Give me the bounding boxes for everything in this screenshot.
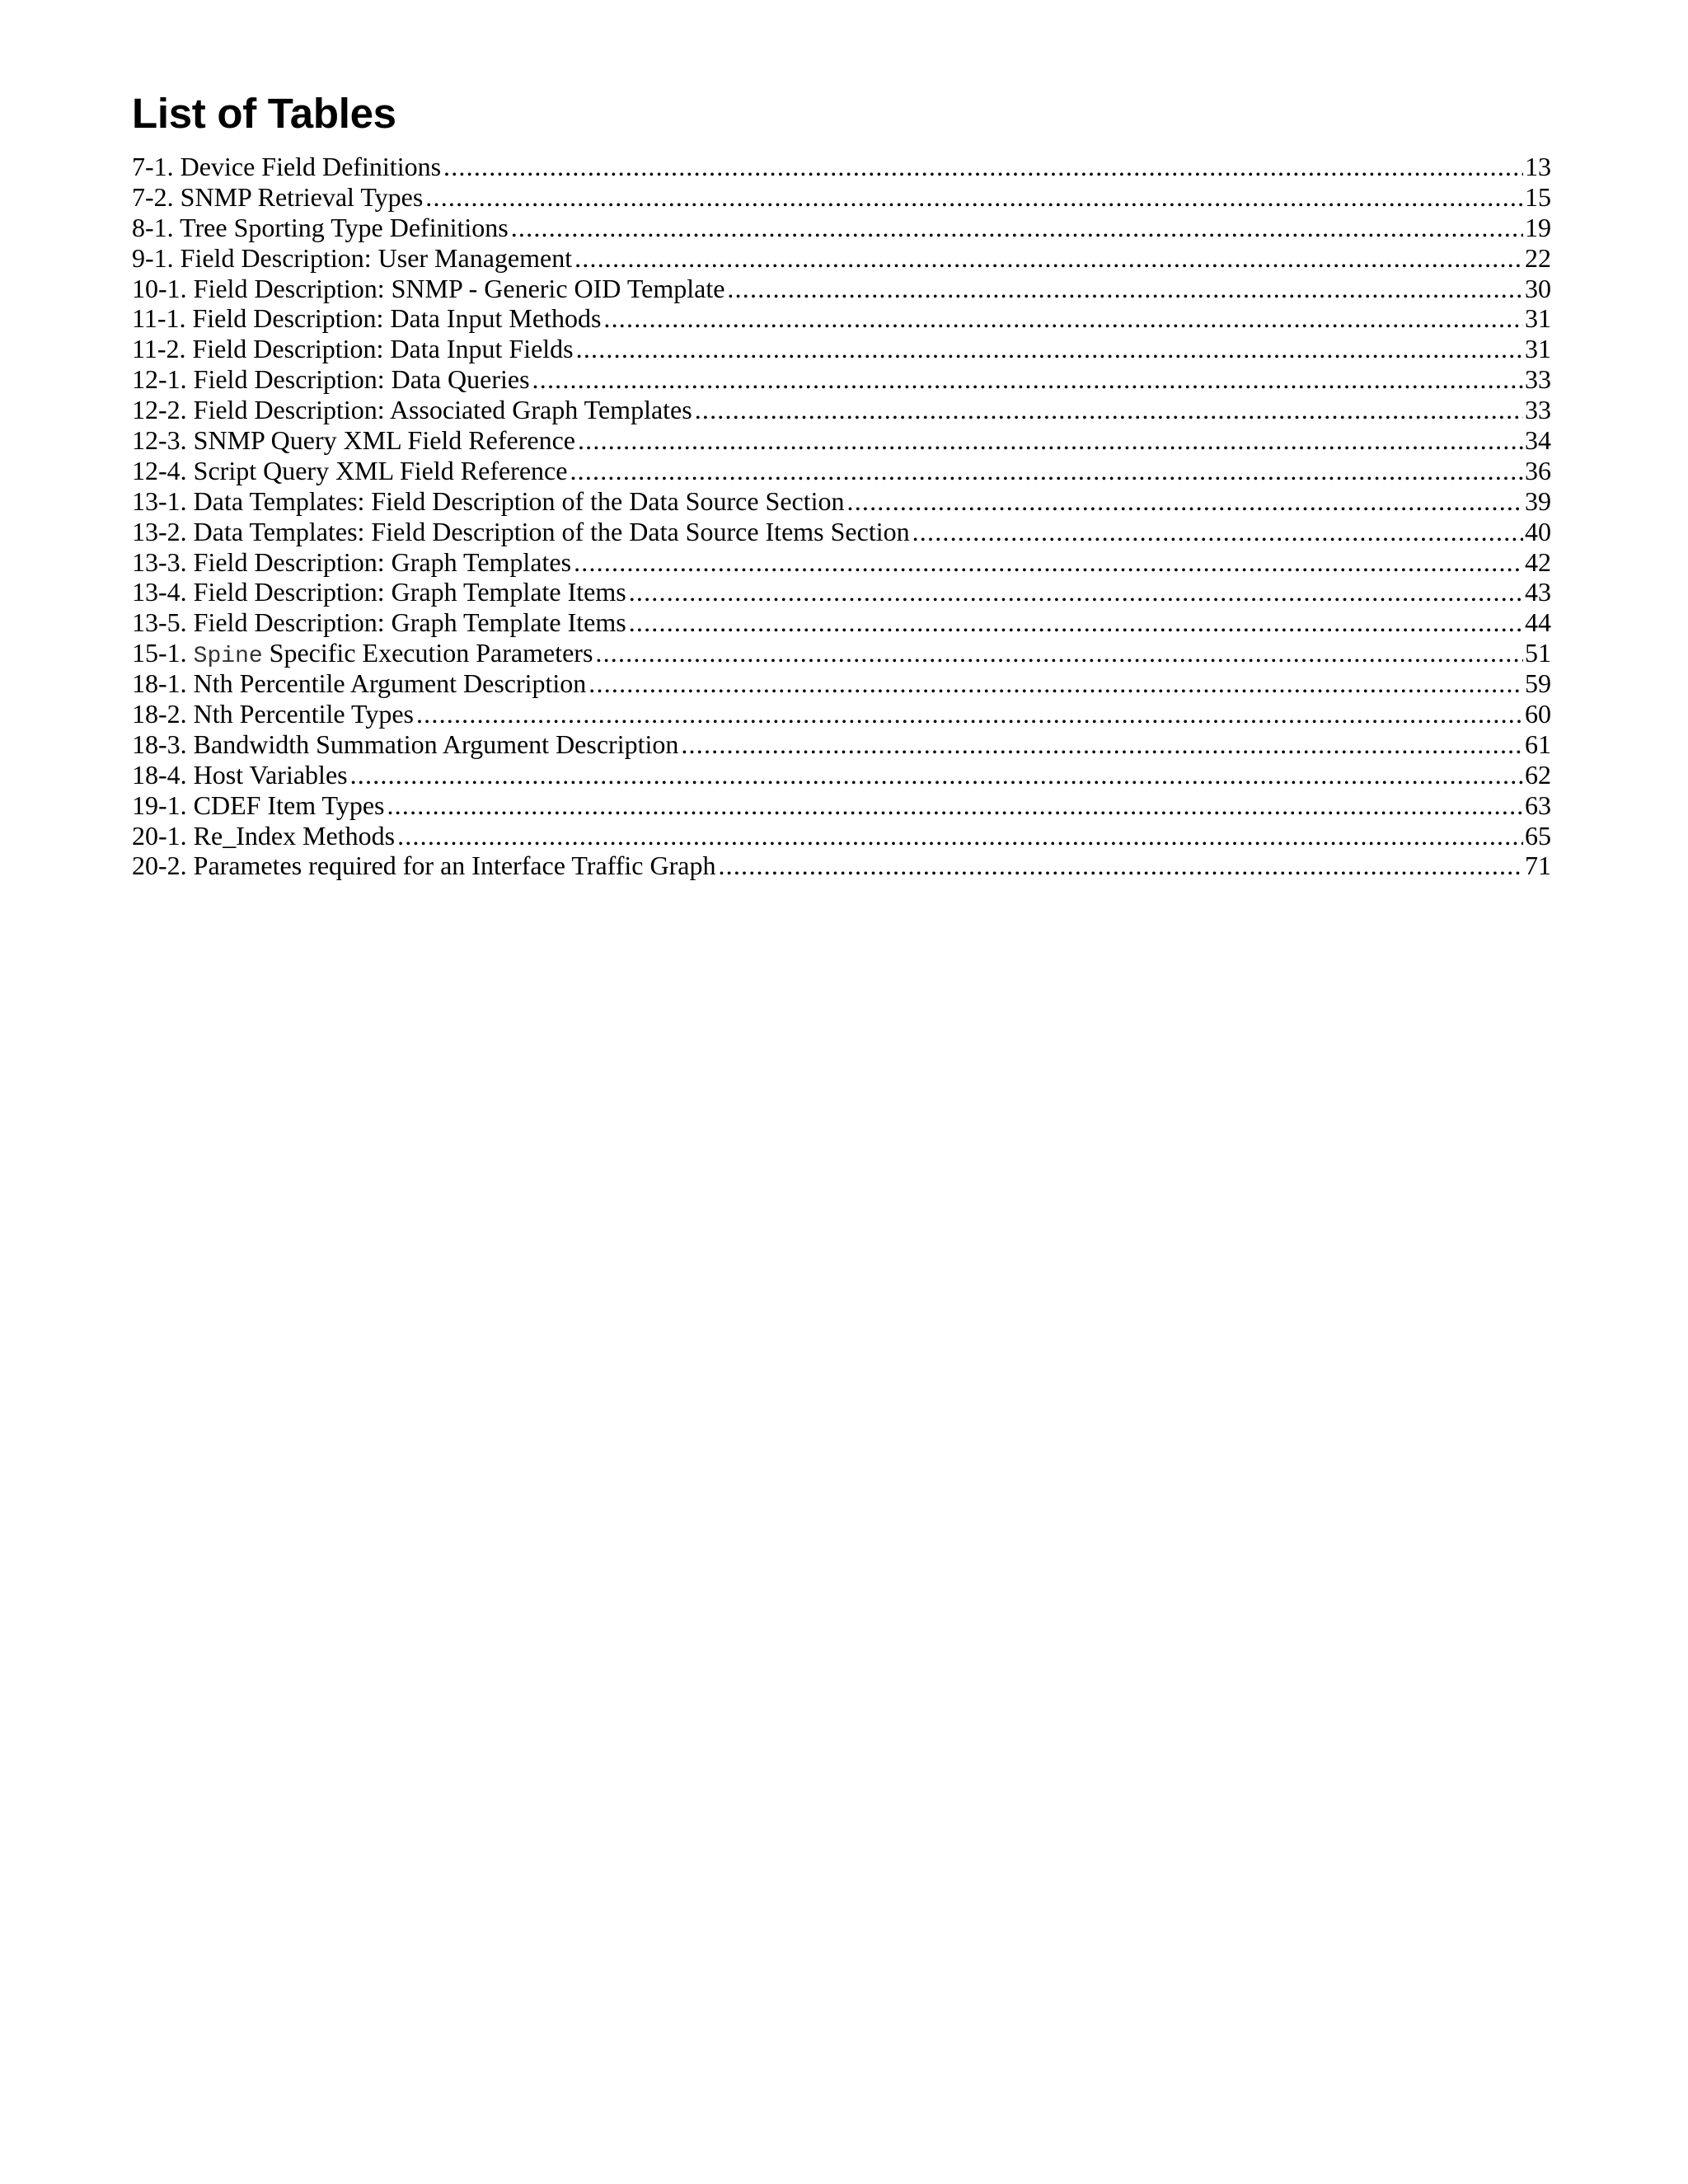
dot-leader	[532, 364, 1523, 395]
table-number: 13-1.	[132, 485, 187, 516]
page-number: 59	[1525, 668, 1551, 699]
page-number: 22	[1525, 242, 1551, 273]
dot-leader	[603, 303, 1523, 334]
toc-entry-label	[132, 607, 626, 638]
table-title: Field Description: SNMP - Generic OID Template	[193, 273, 725, 303]
table-number: 11-1.	[132, 303, 186, 334]
table-title: Field Description: User Management	[180, 242, 573, 273]
page-number: 13	[1525, 152, 1551, 181]
table-number: 8-1.	[132, 212, 174, 242]
toc-entry-label	[132, 274, 724, 304]
table-title: Field Description: Graph Template Items	[193, 577, 626, 607]
page-number: 33	[1525, 364, 1551, 395]
page-number: 33	[1525, 395, 1551, 425]
table-number: 18-3.	[132, 729, 187, 759]
table-number: 13-3.	[132, 546, 187, 577]
page-number: 36	[1525, 455, 1551, 485]
dot-leader	[681, 729, 1523, 760]
toc-entry[interactable]	[132, 364, 1551, 395]
table-number: 11-2.	[132, 334, 186, 364]
dot-leader	[629, 607, 1523, 638]
dot-leader	[588, 668, 1523, 699]
list-of-tables	[132, 152, 1551, 881]
table-number: 13-5.	[132, 607, 187, 638]
toc-entry[interactable]	[132, 486, 1551, 517]
toc-entry-label	[132, 456, 567, 486]
table-number: 18-1.	[132, 668, 187, 699]
table-number: 19-1.	[132, 790, 187, 820]
page-number: 62	[1525, 759, 1551, 790]
toc-entry[interactable]	[132, 851, 1551, 881]
table-number: 13-2.	[132, 516, 187, 546]
toc-entry-label	[132, 638, 593, 673]
table-title: Nth Percentile Types	[193, 699, 414, 729]
document-page	[132, 89, 1551, 881]
table-title: Script Query XML Field Reference	[193, 455, 568, 485]
toc-entry[interactable]	[132, 638, 1551, 668]
dot-leader	[574, 243, 1523, 274]
toc-entry-label	[132, 668, 586, 699]
table-number: 13-4.	[132, 577, 187, 607]
toc-entry-label	[132, 821, 395, 851]
table-title: Parametes required for an Interface Traffic Graph	[193, 851, 716, 881]
toc-entry[interactable]	[132, 547, 1551, 578]
page-number: 42	[1525, 546, 1551, 577]
page-number: 31	[1525, 334, 1551, 364]
dot-leader	[718, 851, 1523, 881]
table-title-code: Spine	[193, 644, 263, 670]
toc-entry-label	[132, 577, 626, 607]
table-number: 18-4.	[132, 759, 187, 790]
dot-leader	[443, 152, 1523, 182]
page-number: 63	[1525, 790, 1551, 820]
toc-entry[interactable]	[132, 699, 1551, 729]
dot-leader	[416, 699, 1523, 729]
table-title: SNMP Query XML Field Reference	[193, 425, 575, 456]
dot-leader	[574, 547, 1523, 578]
table-title: SNMP Retrieval Types	[180, 181, 424, 212]
page-number: 71	[1525, 851, 1551, 881]
page-number: 40	[1525, 516, 1551, 546]
table-number: 12-1.	[132, 364, 187, 395]
toc-entry-label	[132, 334, 574, 364]
table-title: Field Description: Data Input Fields	[192, 334, 574, 364]
dot-leader	[695, 395, 1523, 425]
toc-entry-label	[132, 517, 910, 547]
dot-leader	[847, 486, 1524, 517]
page-number: 61	[1525, 729, 1551, 759]
table-number: 20-1.	[132, 820, 187, 851]
dot-leader	[570, 456, 1523, 486]
table-title: Nth Percentile Argument Description	[193, 668, 587, 699]
table-title: Field Description: Graph Template Items	[193, 607, 626, 638]
table-number: 12-3.	[132, 425, 187, 456]
toc-entry-label	[132, 182, 423, 213]
toc-entry[interactable]	[132, 577, 1551, 607]
page-number: 43	[1525, 577, 1551, 607]
toc-entry[interactable]	[132, 821, 1551, 851]
dot-leader	[511, 213, 1523, 243]
toc-entry[interactable]	[132, 303, 1551, 334]
toc-entry[interactable]	[132, 425, 1551, 456]
toc-entry[interactable]	[132, 395, 1551, 425]
dot-leader	[387, 790, 1523, 821]
table-number: 12-2.	[132, 395, 187, 425]
table-title: Field Description: Data Input Methods	[192, 303, 602, 334]
dot-leader	[629, 577, 1523, 607]
toc-entry[interactable]	[132, 243, 1551, 274]
dot-leader	[350, 760, 1523, 790]
page-number: 31	[1525, 303, 1551, 334]
table-title: Field Description: Associated Graph Templates	[193, 395, 692, 425]
toc-entry[interactable]	[132, 334, 1551, 364]
toc-entry[interactable]	[132, 213, 1551, 243]
table-title: Host Variables	[193, 759, 348, 790]
toc-entry[interactable]	[132, 668, 1551, 699]
dot-leader	[912, 517, 1523, 547]
page-number: 51	[1525, 638, 1551, 668]
table-title: Re_Index Methods	[193, 820, 396, 851]
table-number: 12-4.	[132, 455, 187, 485]
table-number: 18-2.	[132, 699, 187, 729]
toc-entry[interactable]	[132, 517, 1551, 547]
page-number: 39	[1525, 485, 1551, 516]
toc-entry[interactable]	[132, 760, 1551, 790]
toc-entry-label	[132, 425, 575, 456]
page-number: 19	[1525, 212, 1551, 242]
toc-entry[interactable]	[132, 456, 1551, 486]
table-title: Field Description: Graph Templates	[193, 546, 572, 577]
page-number: 65	[1525, 820, 1551, 851]
toc-entry-label	[132, 547, 571, 578]
dot-leader	[595, 638, 1523, 668]
toc-entry-label	[132, 760, 348, 790]
dot-leader	[397, 821, 1523, 851]
toc-entry-label	[132, 699, 414, 729]
table-number: 15-1.	[132, 638, 187, 668]
dot-leader	[425, 182, 1523, 213]
toc-entry-label	[132, 851, 715, 881]
toc-entry-label	[132, 729, 678, 760]
toc-entry-label	[132, 152, 441, 182]
table-title: Device Field Definitions	[180, 152, 442, 181]
page-number: 15	[1525, 181, 1551, 212]
toc-entry-label	[132, 243, 572, 274]
toc-entry[interactable]	[132, 607, 1551, 638]
dot-leader	[578, 425, 1523, 456]
toc-entry-label	[132, 486, 845, 517]
toc-entry-label	[132, 790, 384, 821]
table-number: 20-2.	[132, 851, 187, 881]
page-number: 30	[1525, 273, 1551, 303]
toc-entry-label	[132, 364, 530, 395]
table-title: Data Templates: Field Description of the Data Source Items Section	[193, 516, 910, 546]
toc-entry[interactable]	[132, 182, 1551, 213]
toc-entry-label	[132, 395, 692, 425]
dot-leader	[727, 274, 1523, 304]
table-title: Field Description: Data Queries	[193, 364, 530, 395]
toc-entry-label	[132, 303, 601, 334]
table-title: Bandwidth Summation Argument Description	[193, 729, 679, 759]
page-title: List of Tables	[132, 90, 396, 137]
table-title: Tree Sporting Type Definitions	[180, 212, 509, 242]
dot-leader	[576, 334, 1523, 364]
page-number: 34	[1525, 425, 1551, 456]
table-number: 7-2.	[132, 181, 174, 212]
toc-entry[interactable]	[132, 152, 1551, 182]
toc-entry[interactable]	[132, 790, 1551, 821]
page-number: 60	[1525, 699, 1551, 729]
toc-entry-label	[132, 213, 509, 243]
table-title: CDEF Item Types	[193, 790, 385, 820]
toc-entry[interactable]	[132, 274, 1551, 304]
table-number: 7-1.	[132, 152, 174, 181]
table-number: 9-1.	[132, 242, 174, 273]
table-title: Data Templates: Field Description of the Data Source Section	[193, 485, 845, 516]
table-title: Specific Execution Parameters	[269, 638, 593, 668]
page-number: 44	[1525, 607, 1551, 638]
table-number: 10-1.	[132, 273, 187, 303]
toc-entry[interactable]	[132, 729, 1551, 760]
